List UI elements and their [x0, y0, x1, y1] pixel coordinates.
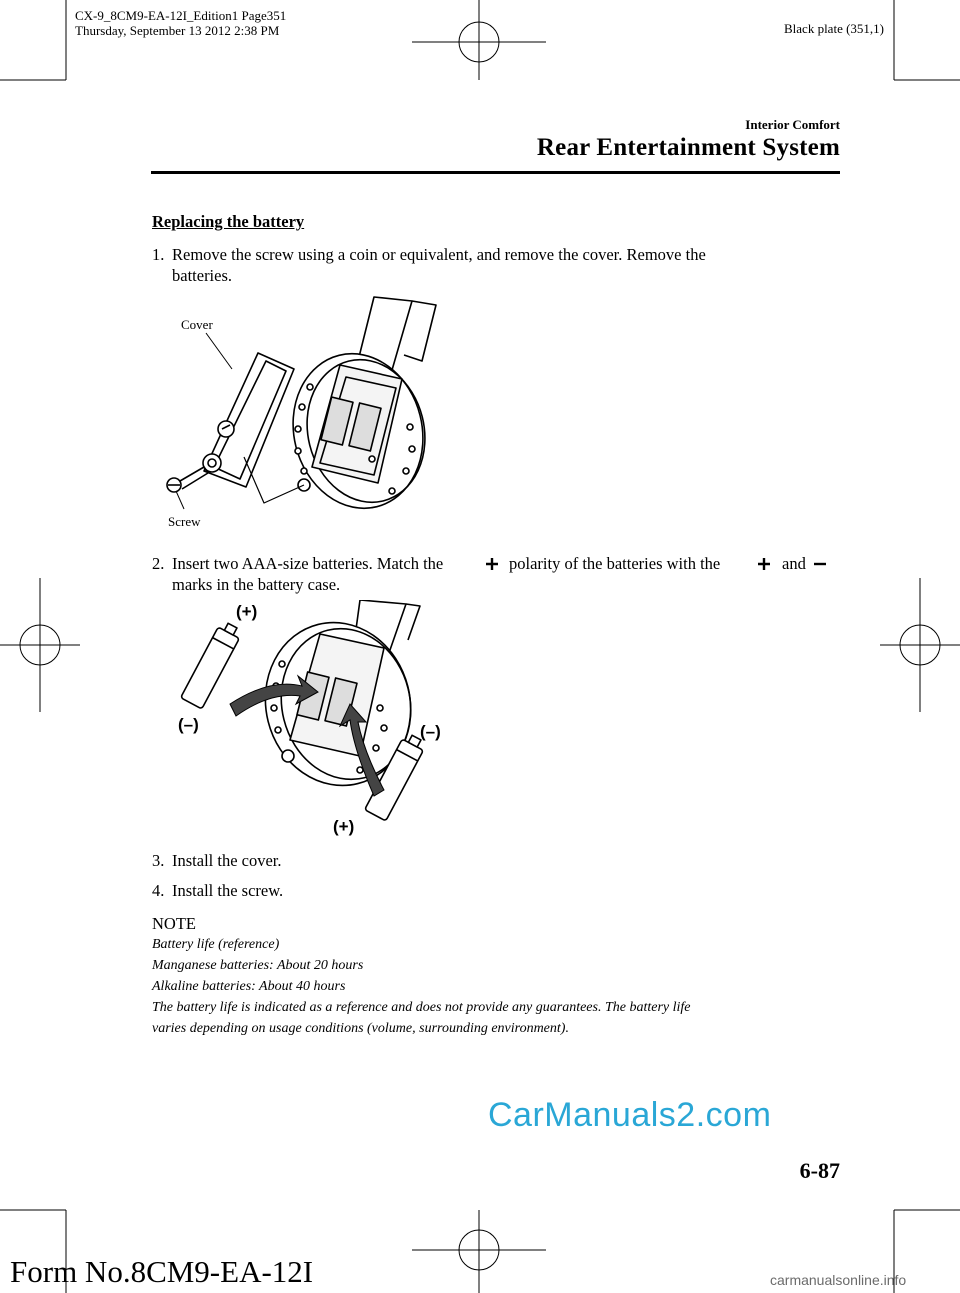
step-1-text-line2: batteries.: [172, 266, 233, 285]
step-4-text: Install the screw.: [172, 881, 284, 900]
step-2-number: 2.: [152, 554, 165, 573]
step-2-text-part1: Insert two AAA-size batteries. Match the: [172, 554, 444, 573]
step-2-text-and: and: [782, 554, 806, 573]
polarity-label-plus-bottom: (+): [333, 817, 355, 836]
page-number: 6-87: [799, 1158, 840, 1183]
note-line: Manganese batteries: About 20 hours: [152, 958, 364, 973]
note-line: varies depending on usage conditions (volume, surrounding environment).: [152, 1021, 569, 1036]
step-3-number: 3.: [152, 851, 165, 870]
figure-label-screw: Screw: [168, 514, 201, 529]
polarity-label-minus-right: (–): [420, 722, 441, 741]
watermark-url: carmanualsonline.info: [770, 1272, 907, 1288]
figure-label-cover: Cover: [181, 317, 213, 332]
title-rule: [151, 171, 840, 174]
note-line: The battery life is indicated as a reference and does not provide any guarantees. The battery life: [152, 1000, 691, 1015]
timestamp-line: Thursday, September 13 2012 2:38 PM: [75, 23, 280, 38]
step-1-text-line1: Remove the screw using a coin or equivalent, and remove the cover. Remove the: [172, 245, 706, 264]
step-1-number: 1.: [152, 245, 165, 264]
step-3-text: Install the cover.: [172, 851, 282, 870]
step-2-text-part2: polarity of the batteries with the: [509, 554, 721, 573]
file-info-line: CX-9_8CM9-EA-12I_Edition1 Page351: [75, 8, 287, 23]
step-4-number: 4.: [152, 881, 165, 900]
step-2-text-line2: marks in the battery case.: [172, 575, 341, 594]
polarity-label-plus-top: (+): [236, 602, 258, 621]
subheading: Replacing the battery: [152, 212, 305, 231]
watermark-logo: CarManuals2.com: [488, 1096, 772, 1134]
form-number: Form No.8CM9-EA-12I: [10, 1254, 314, 1289]
plus-mark-icon: [757, 557, 771, 571]
minus-mark-icon: [813, 557, 827, 571]
page-title: Rear Entertainment System: [536, 134, 840, 161]
note-line: Alkaline batteries: About 40 hours: [152, 979, 346, 994]
note-line: Battery life (reference): [152, 937, 280, 952]
plate-label: Black plate (351,1): [784, 21, 884, 36]
plus-mark-icon: [485, 557, 499, 571]
figure-insert-batteries: [170, 600, 460, 840]
note-heading: NOTE: [152, 914, 196, 933]
polarity-label-minus-left: (–): [178, 715, 199, 734]
section-name: Interior Comfort: [745, 117, 840, 132]
